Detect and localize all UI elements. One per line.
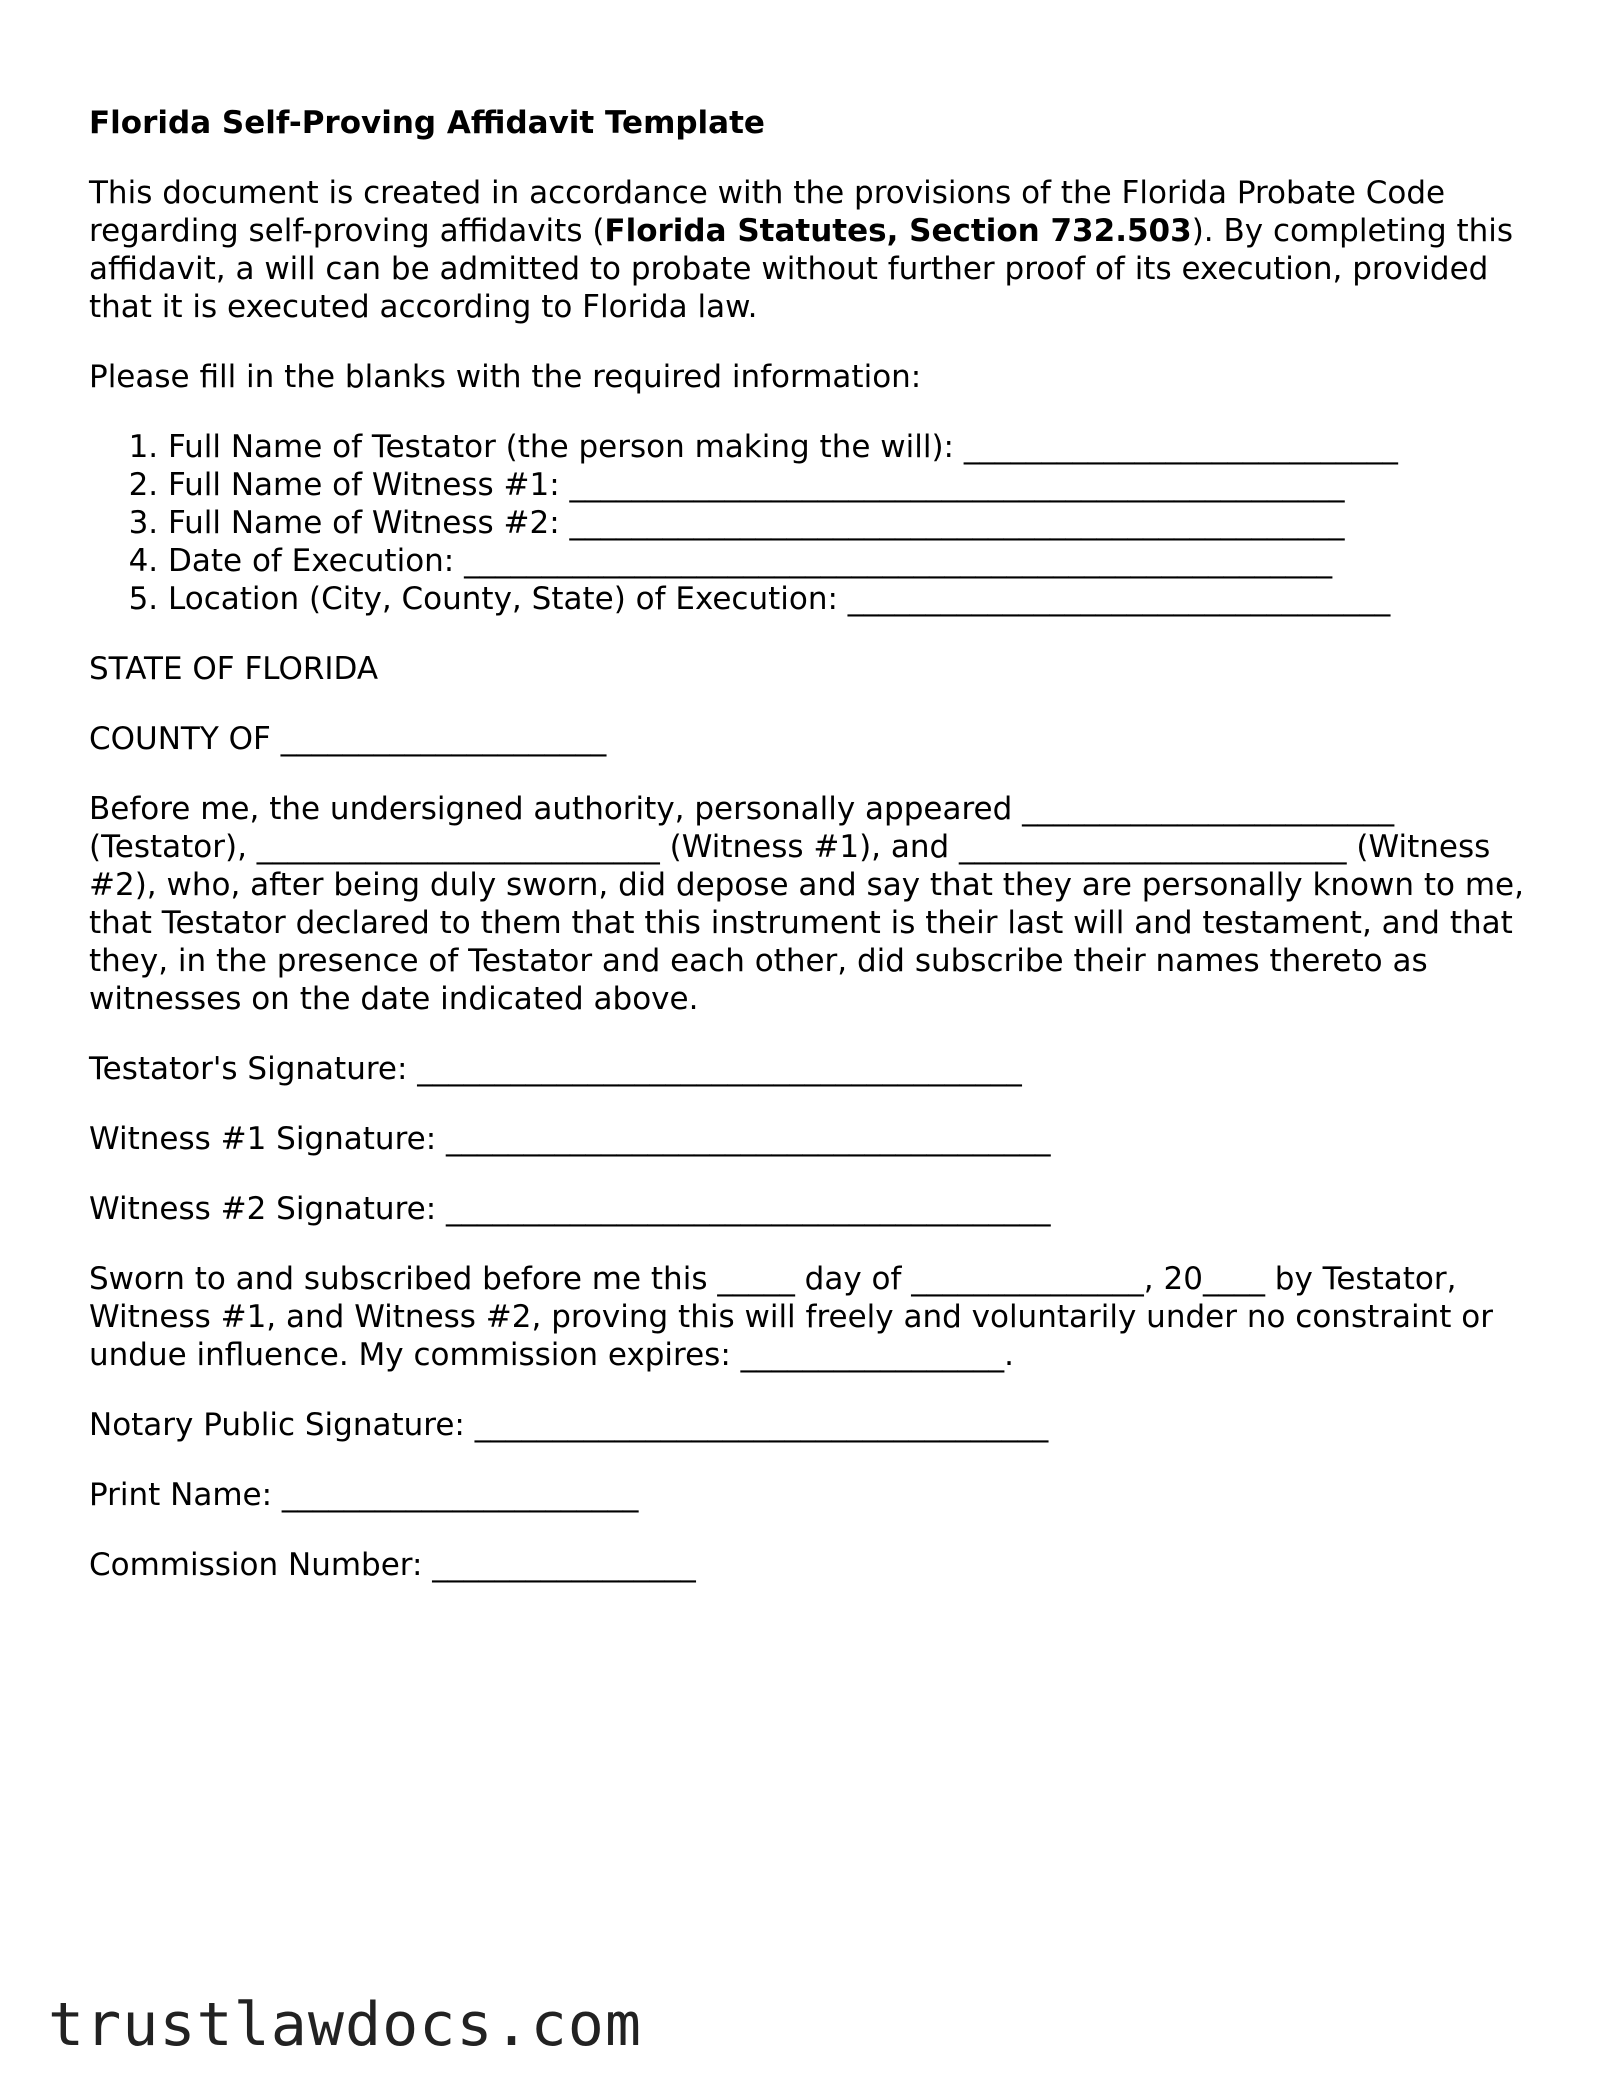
- instruction-text: Please fill in the blanks with the required information:: [89, 359, 922, 395]
- statute-reference: Florida Statutes, Section 732.503: [604, 213, 1192, 249]
- intro-text-start: This document is created in accordance with the provisions of the Florida Probate Code regarding self-proving affidavits (: [89, 175, 1446, 249]
- testator-signature-line: Testator's Signature: _______________________________________: [89, 1051, 1022, 1087]
- print-name-line: Print Name: _______________________: [89, 1477, 639, 1513]
- intro-text-end: ). By completing this affidavit, a will can be admitted to probate without further proof of its execution, provided that it is executed according to Florida law.: [89, 213, 1514, 325]
- field-witness1-name: 2. Full Name of Witness #1: __________________________________________________: [168, 466, 1539, 504]
- required-fields-list: [89, 428, 1539, 618]
- witness2-signature-line: Witness #2 Signature: _______________________________________: [89, 1191, 1051, 1227]
- notary-signature-line: Notary Public Signature: _____________________________________: [89, 1407, 1049, 1443]
- appearance-paragraph: Before me, the undersigned authority, personally appeared ________________________ (Testator), __________________________ (Witness #1), and _________________________ (Witness #2), who, after being duly sworn, did depose and say that they are personally known to me, that Testator declared to them that this instrument is their last will and testament, and that they, in the presence of Testator and each other, did subscribe their names thereto as witnesses on the date indicated above.: [89, 791, 1524, 1017]
- sworn-paragraph: Sworn to and subscribed before me this _____ day of _______________, 20____ by Testator, Witness #1, and Witness #2, proving this will freely and voluntarily under no constraint or undue influence. My commission expires: _________________.: [89, 1261, 1493, 1373]
- commission-number-line: Commission Number: _________________: [89, 1547, 696, 1583]
- witness1-signature-line: Witness #1 Signature: _______________________________________: [89, 1121, 1051, 1157]
- state-line: STATE OF FLORIDA: [89, 651, 379, 687]
- document-title: Florida Self-Proving Affidavit Template: [89, 105, 765, 141]
- site-watermark: trustlawdocs.com: [48, 1990, 642, 2060]
- affidavit-document: [89, 104, 1539, 1616]
- field-testator-name: 1. Full Name of Testator (the person making the will): ____________________________: [168, 428, 1539, 466]
- field-date-of-execution: 4. Date of Execution: ________________________________________________________: [168, 542, 1539, 580]
- field-witness2-name: 3. Full Name of Witness #2: __________________________________________________: [168, 504, 1539, 542]
- field-location-of-execution: 5. Location (City, County, State) of Execution: ___________________________________: [168, 580, 1539, 618]
- intro-paragraph: [89, 174, 1539, 326]
- county-line: COUNTY OF _____________________: [89, 721, 607, 757]
